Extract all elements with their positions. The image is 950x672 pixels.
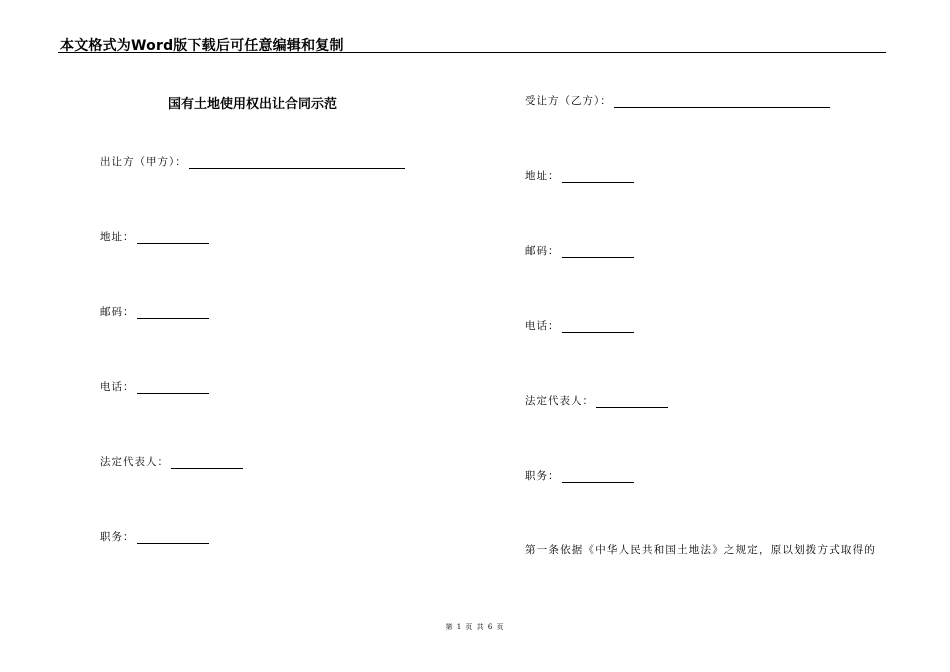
field-grantor-phone-label: 电话： (100, 381, 135, 393)
field-grantor (100, 154, 405, 169)
article-one-text: 第一条依据《中华人民共和国土地法》之规定，原以划拨方式取得的 (525, 544, 876, 556)
field-grantor-representative-blank[interactable] (171, 457, 243, 469)
field-grantor-representative-label: 法定代表人： (100, 456, 169, 468)
field-grantee (525, 93, 830, 108)
field-grantee-phone (525, 318, 634, 333)
field-grantee-address-blank[interactable] (562, 171, 634, 183)
field-grantee-postcode (525, 243, 634, 258)
field-grantor-phone-blank[interactable] (137, 382, 209, 394)
field-grantee-position (525, 468, 634, 483)
page-footer: 第 1 页 共 6 页 (445, 623, 505, 631)
field-grantee-label: 受让方（乙方）： (525, 95, 612, 107)
field-grantor-position-blank[interactable] (137, 532, 209, 544)
field-grantor-position-label: 职务： (100, 531, 135, 543)
field-grantee-postcode-label: 邮码： (525, 245, 560, 257)
field-grantor-label: 出让方（甲方）： (100, 156, 187, 168)
field-grantor-address-label: 地址： (100, 231, 135, 243)
field-grantee-address-label: 地址： (525, 170, 560, 182)
field-grantee-representative (525, 393, 668, 408)
field-grantee-position-label: 职务： (525, 470, 560, 482)
header-divider (58, 52, 886, 53)
field-grantor-blank[interactable] (189, 157, 405, 169)
field-grantor-postcode-blank[interactable] (137, 307, 209, 319)
document-title: 国有土地使用权出让合同示范 (168, 97, 338, 112)
field-grantee-phone-blank[interactable] (562, 321, 634, 333)
document-header: 本文格式为Word版下载后可任意编辑和复制 (60, 38, 344, 54)
field-grantee-representative-label: 法定代表人： (525, 395, 594, 407)
field-grantor-address-blank[interactable] (137, 232, 209, 244)
field-grantee-address (525, 168, 634, 183)
field-grantee-position-blank[interactable] (562, 471, 634, 483)
field-grantee-phone-label: 电话： (525, 320, 560, 332)
field-grantor-postcode-label: 邮码： (100, 306, 135, 318)
field-grantor-position (100, 529, 209, 544)
field-grantor-address (100, 229, 209, 244)
field-grantee-blank[interactable] (614, 96, 830, 108)
field-grantor-postcode (100, 304, 209, 319)
field-grantor-representative (100, 454, 243, 469)
field-grantee-representative-blank[interactable] (596, 396, 668, 408)
field-grantee-postcode-blank[interactable] (562, 246, 634, 258)
field-grantor-phone (100, 379, 209, 394)
